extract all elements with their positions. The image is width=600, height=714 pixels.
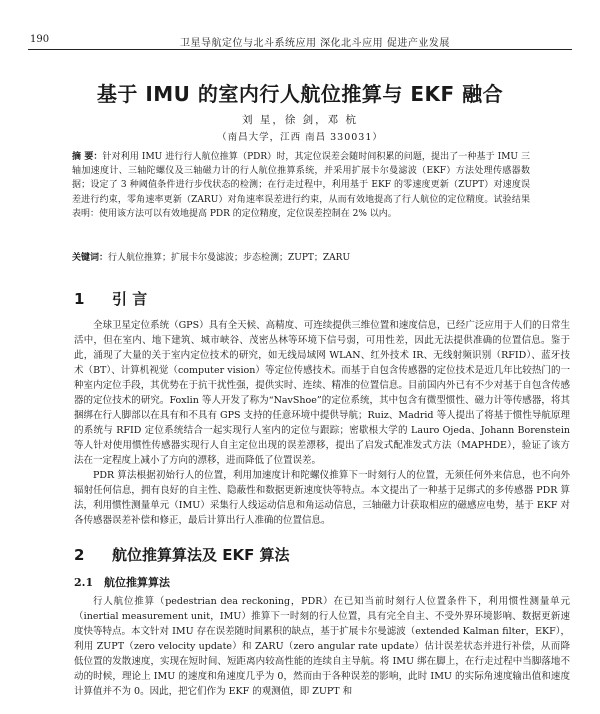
subsection-title: 航位推算算法 [104, 576, 170, 589]
page-number: 190 [30, 34, 50, 45]
section-1-title: 引 言 [112, 290, 148, 308]
keywords-label: 关键词： [72, 253, 109, 263]
running-header [30, 34, 570, 50]
section-2-number: 2 [74, 546, 85, 564]
abstract-label: 摘 要： [72, 152, 103, 162]
section-1-body [74, 318, 570, 528]
abstract-text: 针对利用 IMU 进行行人航位推算（PDR）时，其定位误差会随时间积累的问题，提出了一种基于 IMU 三轴加速度计、三轴陀螺仪及三轴磁力计的行人航位推算系统，并采用扩展卡尔曼滤波（EKF）方法处理传感器数据；设定了 3 种阈值条件进行步伐状态的检测；在行走过程中，利用基于 EKF 的零速度更新（ZUPT）对速度误差进行约束，零角速率更新（ZARU）对角速率误差进行约束，从而有效地提高了行人航位的定位精度。试验结果表明：使用该方法可以有效地提高 PDR 的定位精度，定位误差控制在 2% 以内。 [72, 152, 530, 219]
section-1-paragraph: 全球卫星定位系统（GPS）具有全天候、高精度、可连续提供三维位置和速度信息，已经广泛应用于人们的日常生活中，但在室内、地下建筑、城市峡谷、茂密丛林等环境下信号弱，可用性差，因此无法提供准确的位置信息。鉴于此，涌现了大量的关于室内定位技术的研究，如无线局域网 WLAN、红外技术 IR、无线射频识别（RFID）、蓝牙技术（BT）、计算机视觉（computer vision）等定位传感技术。而基于自包含传感器的定位技术是近几年比较热门的一种室内定位手段，其优势在于抗干扰性强，提供实时、连续、精准的位置信息。目前国内外已有不少对基于自包含传感器的定位技术的研究。Foxlin 等人开发了称为“NavShoe”的定位系统，其中包含有微型惯性、磁力计等传感器，将其捆绑在行人脚部以在具有和不具有 GPS 支持的任意环境中提供导航；Ruiz、Madrid 等人提出了将基于惯性导航原理的系统与 RFID 定位系统结合一起实现行人室内的定位与跟踪；密歇根大学的 Lauro Ojeda、Johann Borenstein 等人针对使用惯性传感器实现行人自主定位出现的误差漂移，提出了启发式配准发式方法（MAPHDE），验证了该方法在一定程度上减小了方向的漂移，进而降低了位置误差。 [74, 320, 570, 466]
paper-title: 基于 IMU 的室内行人航位推算与 EKF 融合 [96, 82, 504, 106]
keywords [72, 250, 530, 263]
section-1-heading [74, 288, 147, 309]
section-1-paragraph: PDR 算法根据初始行人的位置，利用加速度计和陀螺仪推算下一时刻行人的位置，无须任何外来信息，也不向外辐射任何信息，拥有良好的自主性、隐蔽性和数据更新速度快等特点。本文提出了一种基于足绑式的多传感器 PDR 算法，利用惯性测量单元（IMU）采集行人线运动信息和角运动信息，三轴磁力计获取相应的磁感应电势，基于 EKF 对各传感器误差补偿和修正，最后计算出行人准确的位置信息。 [74, 470, 570, 526]
keywords-text: 行人航位推算；扩展卡尔曼滤波；步态检测；ZUPT；ZARU [108, 253, 351, 263]
section-2-heading [74, 544, 290, 565]
affiliation: （南昌大学，江西 南昌 330031） [217, 132, 383, 143]
authors: 刘 星，徐 剑，邓 杭 [241, 114, 358, 126]
subsection-2-1-heading [74, 574, 170, 590]
journal-title: 卫星导航定位与北斗系统应用 深化北斗应用 促进产业发展 [180, 38, 450, 49]
section-2-body [74, 594, 570, 710]
section-2-title: 航位推算算法及 EKF 算法 [112, 546, 290, 564]
section-1-number: 1 [74, 290, 85, 308]
section-2-paragraph: 行人航位推算（pedestrian dea reckoning，PDR）在已知当前时刻行人位置条件下，利用惯性测量单元（inertial measurement unit，IMU）推算下一时刻的行人位置，具有完全自主、不受外界环境影响、数据更新速度快等特点。本文针对 IMU 存在误差随时间累积的缺点，基于扩展卡尔曼滤波（extended Kalman filter，EKF），利用 ZUPT（zero velocity update）和 ZARU（zero angular rate update）估计误差状态并进行补偿，从而降低位置的发散速度，实现在短时间、短距离内较高性能的连续自主导航。将 IMU 绑在脚上，在行走过程中当脚落地不动的时候，理论上 IMU 的速度和角速度几乎为 0，然而由于各种误差的影响，此时 IMU 的实际角速度输出值和速度计算值并不为 0。因此，把它们作为 EKF 的观测值，即 ZUPT 和 [74, 596, 570, 697]
subsection-number: 2.1 [74, 576, 94, 589]
header-rule [28, 49, 572, 50]
abstract [72, 150, 530, 221]
